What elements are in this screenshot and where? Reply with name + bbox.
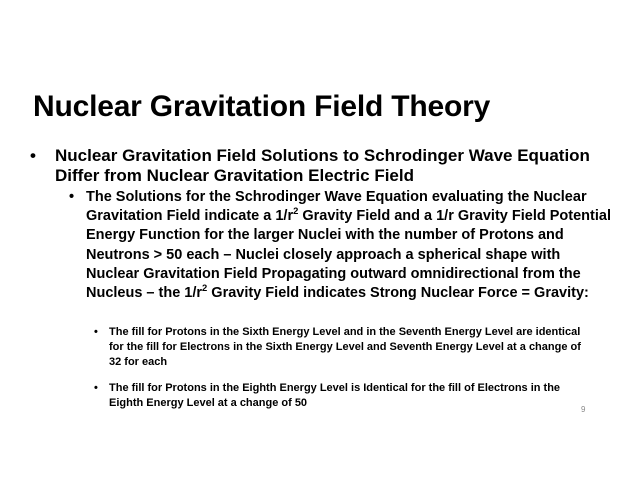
page-number: 9 bbox=[581, 405, 586, 414]
bullet-dot-icon: • bbox=[94, 382, 98, 394]
bullet-level3-item bbox=[94, 325, 594, 370]
bullet-level1 bbox=[30, 146, 590, 186]
bullet-level3-text: The fill for Protons in the Eighth Energy Level is Identical for the fill of Electrons in the Eighth Energy Level at a change of 50 bbox=[109, 382, 561, 409]
superscript-exponent: 2 bbox=[293, 205, 299, 217]
bullet-dot-icon: • bbox=[69, 189, 75, 205]
superscript-exponent: 2 bbox=[202, 282, 208, 294]
bullet-level2-text bbox=[70, 188, 615, 303]
bullet-level2-part2: Gravity Field and a 1/r Gravity Field Potential Energy Function for the larger Nuclei with the number of Protons and Neutrons > 50 each – Nuclei closely approach a spherical shape with Nuclear Gravitation Field Propagating outward omnidirectional from the Nucleus – the 1/r bbox=[86, 208, 611, 302]
bullet-level2-part3: Gravity Field indicates Strong Nuclear Force = Gravity: bbox=[207, 285, 589, 302]
slide-title: Nuclear Gravitation Field Theory bbox=[33, 90, 491, 123]
bullet-dot-icon: • bbox=[30, 146, 36, 165]
bullet-level2 bbox=[70, 188, 615, 303]
bullet-level1-text: Nuclear Gravitation Field Solutions to Schrodinger Wave Equation Differ from Nuclear Gravitation Electric Field bbox=[55, 146, 590, 185]
bullet-level3-item bbox=[94, 381, 594, 411]
bullet-level3-text: The fill for Protons in the Sixth Energy Level and in the Seventh Energy Level are identical for the fill for Electrons in the Sixth Energy Level and Seventh Energy Level at a change of 32 for each bbox=[109, 326, 581, 368]
bullet-dot-icon: • bbox=[94, 326, 98, 338]
bullet-level2-part1: The Solutions for the Schrodinger Wave Equation evaluating the Nuclear Gravitation Field indicate a 1/r bbox=[86, 189, 587, 225]
